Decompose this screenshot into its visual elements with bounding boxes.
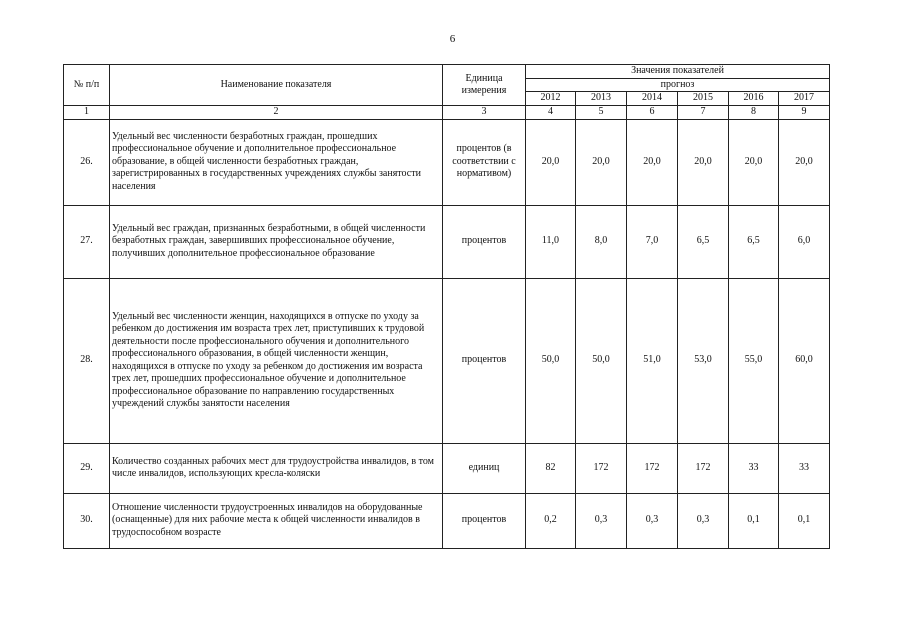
- indicator-value: 50,0: [526, 278, 576, 443]
- indicator-value: 6,0: [779, 205, 830, 278]
- table-header: [64, 65, 830, 120]
- column-number: 5: [576, 106, 627, 120]
- row-number: 27.: [64, 205, 110, 278]
- indicator-value: 55,0: [729, 278, 779, 443]
- row-number: 29.: [64, 443, 110, 493]
- header-year: 2016: [729, 92, 779, 106]
- indicator-value: 6,5: [729, 205, 779, 278]
- indicator-value: 51,0: [627, 278, 678, 443]
- unit-of-measure: процентов: [443, 205, 526, 278]
- table-row: [64, 278, 830, 443]
- column-number: 7: [678, 106, 729, 120]
- table-row: [64, 443, 830, 493]
- column-number: 1: [64, 106, 110, 120]
- indicator-value: 20,0: [678, 119, 729, 205]
- indicator-value: 20,0: [779, 119, 830, 205]
- header-forecast: прогноз: [526, 78, 830, 92]
- indicator-value: 11,0: [526, 205, 576, 278]
- indicator-value: 33: [779, 443, 830, 493]
- unit-of-measure: единиц: [443, 443, 526, 493]
- indicator-value: 50,0: [576, 278, 627, 443]
- row-number: 28.: [64, 278, 110, 443]
- header-year: 2017: [779, 92, 830, 106]
- column-number: 2: [110, 106, 443, 120]
- indicator-name: Количество созданных рабочих мест для трудоустройства инвалидов, в том числе инвалидов, использующих кресла-коляски: [110, 443, 443, 493]
- indicator-value: 20,0: [576, 119, 627, 205]
- table-body: [64, 119, 830, 548]
- indicator-name: Удельный вес численности безработных граждан, прошедших профессиональное обучение и дополнительное профессиональное образование, в общей численности безработных граждан, зарегистрированных в государственных учреждениях службы занятости населения: [110, 119, 443, 205]
- indicator-value: 53,0: [678, 278, 729, 443]
- column-number: 9: [779, 106, 830, 120]
- header-year: 2015: [678, 92, 729, 106]
- header-name: Наименование показателя: [110, 65, 443, 106]
- table-row: [64, 493, 830, 548]
- indicator-value: 6,5: [678, 205, 729, 278]
- indicator-name: Удельный вес численности женщин, находящихся в отпуске по уходу за ребенком до достижения им возраста трех лет, приступивших к трудовой деятельности после профессионального обучения и дополнительного профессионального образования, в общей численности женщин, находящихся в отпуске по уходу за ребенком до достижения им возраста трех лет, прошедших профессиональное обучение и дополнительное профессиональное образование по направлению государственных учреждений службы занятости населения: [110, 278, 443, 443]
- header-unit: Единица измерения: [443, 65, 526, 106]
- table-row: [64, 205, 830, 278]
- indicator-value: 60,0: [779, 278, 830, 443]
- table-row: [64, 119, 830, 205]
- indicator-name: Отношение численности трудоустроенных инвалидов на оборудованные (оснащенные) для них рабочие места к общей численности инвалидов в трудоспособном возрасте: [110, 493, 443, 548]
- indicator-value: 20,0: [627, 119, 678, 205]
- page-number: 6: [449, 33, 456, 45]
- unit-of-measure: процентов: [443, 278, 526, 443]
- indicator-value: 8,0: [576, 205, 627, 278]
- row-number: 26.: [64, 119, 110, 205]
- indicator-value: 0,3: [576, 493, 627, 548]
- indicator-value: 82: [526, 443, 576, 493]
- header-year: 2012: [526, 92, 576, 106]
- indicators-table: [63, 64, 830, 549]
- column-number: 4: [526, 106, 576, 120]
- row-number: 30.: [64, 493, 110, 548]
- indicator-value: 20,0: [729, 119, 779, 205]
- indicator-value: 7,0: [627, 205, 678, 278]
- header-year: 2013: [576, 92, 627, 106]
- indicator-value: 20,0: [526, 119, 576, 205]
- column-number: 6: [627, 106, 678, 120]
- unit-of-measure: процентов (в соответствии с нормативом): [443, 119, 526, 205]
- indicator-value: 0,2: [526, 493, 576, 548]
- header-year: 2014: [627, 92, 678, 106]
- indicator-value: 0,3: [678, 493, 729, 548]
- header-values: Значения показателей: [526, 65, 830, 79]
- indicator-value: 172: [627, 443, 678, 493]
- column-number: 8: [729, 106, 779, 120]
- indicator-name: Удельный вес граждан, признанных безработными, в общей численности безработных граждан, завершивших профессиональное обучение, получивших дополнительное профессиональное образование: [110, 205, 443, 278]
- unit-of-measure: процентов: [443, 493, 526, 548]
- indicator-value: 0,3: [627, 493, 678, 548]
- indicator-value: 33: [729, 443, 779, 493]
- indicator-value: 0,1: [729, 493, 779, 548]
- indicator-value: 172: [576, 443, 627, 493]
- indicator-value: 0,1: [779, 493, 830, 548]
- header-num: № п/п: [64, 65, 110, 106]
- column-number: 3: [443, 106, 526, 120]
- indicator-value: 172: [678, 443, 729, 493]
